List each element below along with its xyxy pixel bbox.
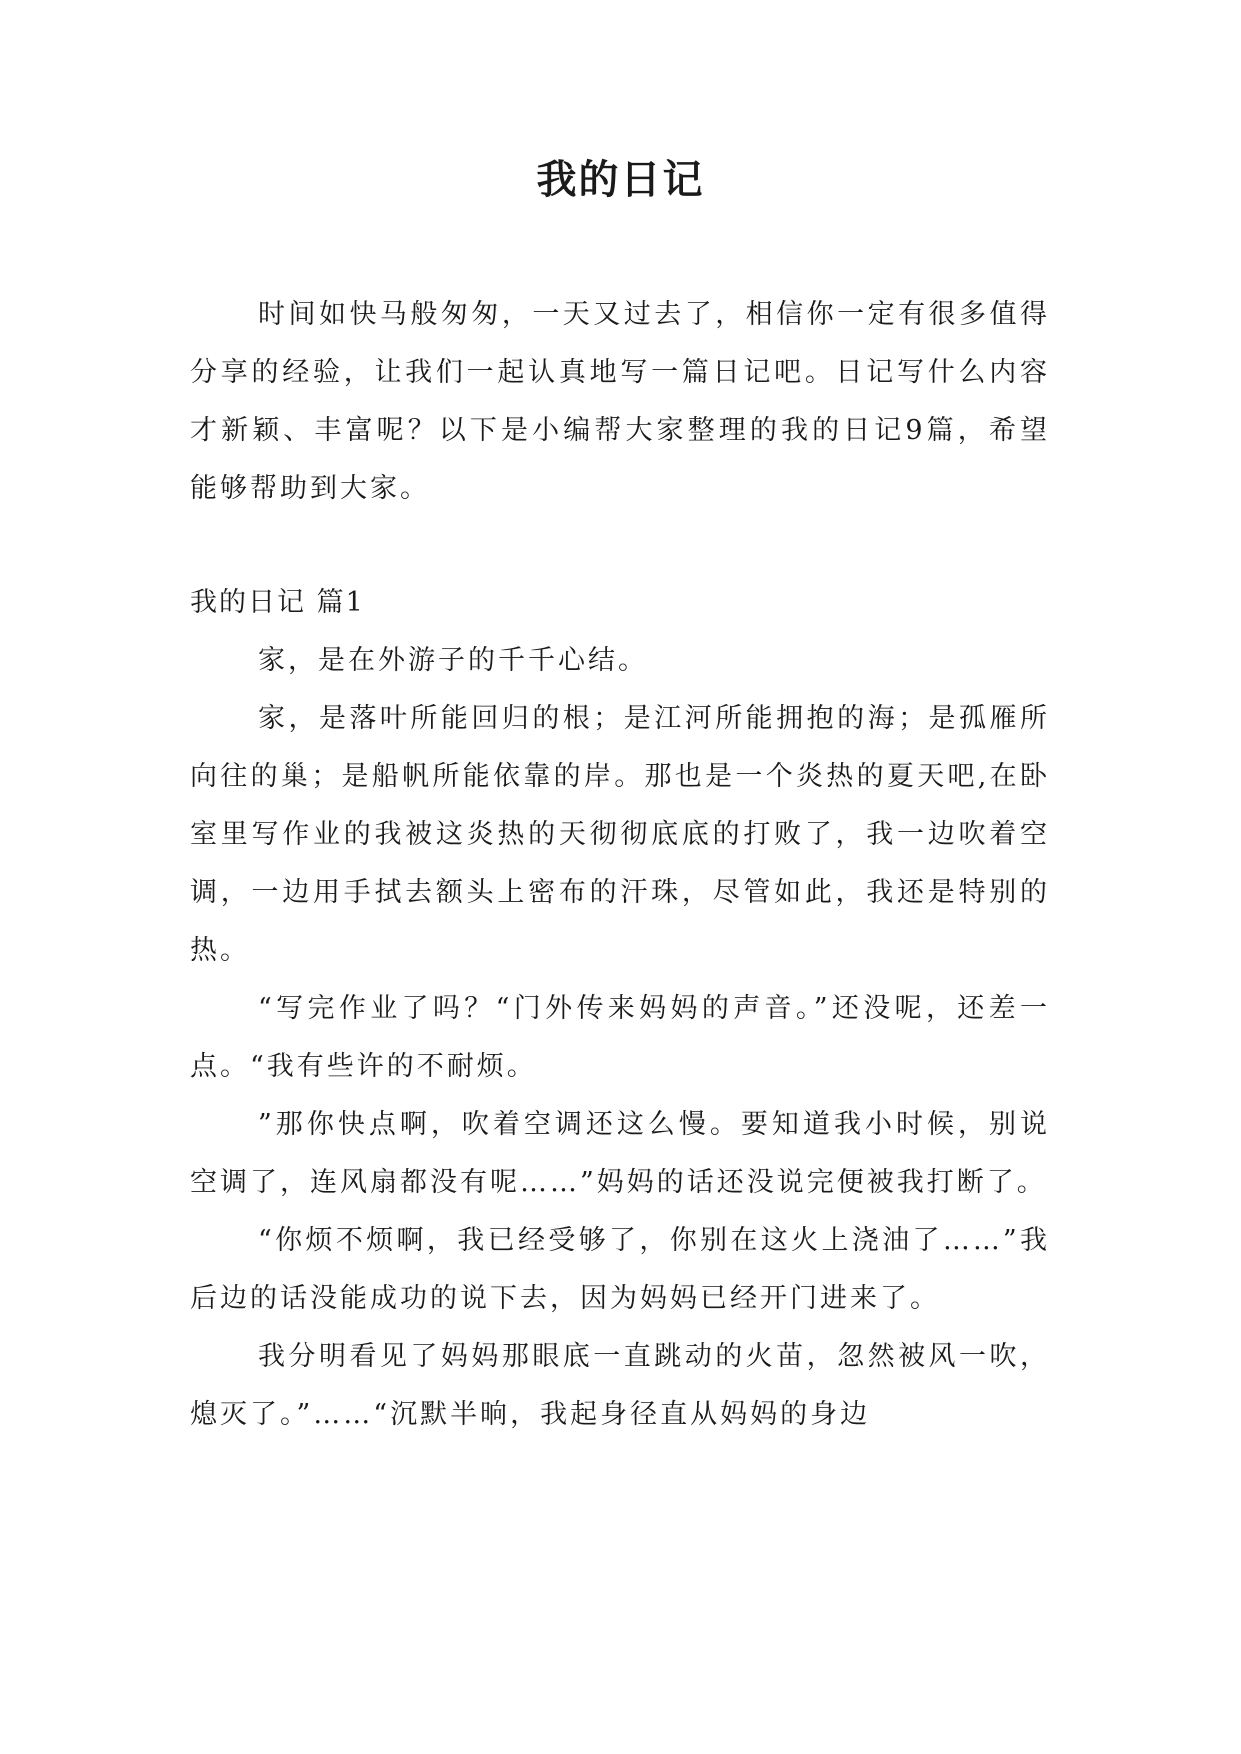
intro-paragraph: 时间如快马般匆匆，一天又过去了，相信你一定有很多值得分享的经验，让我们一起认真地写一篇日记吧。日记写什么内容才新颖、丰富呢？以下是小编帮大家整理的我的日记9篇，希望能够帮助到大家。 <box>190 299 1050 504</box>
body-paragraph: 家，是在外游子的千千心结。 <box>258 645 648 676</box>
body-paragraph: ”那你快点啊，吹着空调还这么慢。要知道我小时候，别说空调了，连风扇都没有呢……”妈妈的话还没说完便被我打断了。 <box>190 1109 1050 1198</box>
section-heading: 我的日记 篇1 <box>190 587 365 618</box>
document-body <box>190 286 1050 1444</box>
body-paragraph: 家，是落叶所能回归的根；是江河所能拥抱的海；是孤雁所向往的巢；是船帆所能依靠的岸。那也是一个炎热的夏天吧,在卧室里写作业的我被这炎热的天彻彻底底的打败了，我一边吹着空调，一边用手拭去额头上密布的汗珠，尽管如此，我还是特别的热。 <box>190 703 1050 966</box>
body-paragraph: 我分明看见了妈妈那眼底一直跳动的火苗，忽然被风一吹，熄灭了。”……“沉默半晌，我起身径直从妈妈的身边 <box>190 1341 1050 1430</box>
document-title: 我的日记 <box>536 157 705 203</box>
body-paragraph: “写完作业了吗？“门外传来妈妈的声音。”还没呢，还差一点。“我有些许的不耐烦。 <box>190 993 1050 1082</box>
body-paragraph: “你烦不烦啊，我已经受够了，你别在这火上浇油了……”我后边的话没能成功的说下去，因为妈妈已经开门进来了。 <box>190 1225 1050 1314</box>
